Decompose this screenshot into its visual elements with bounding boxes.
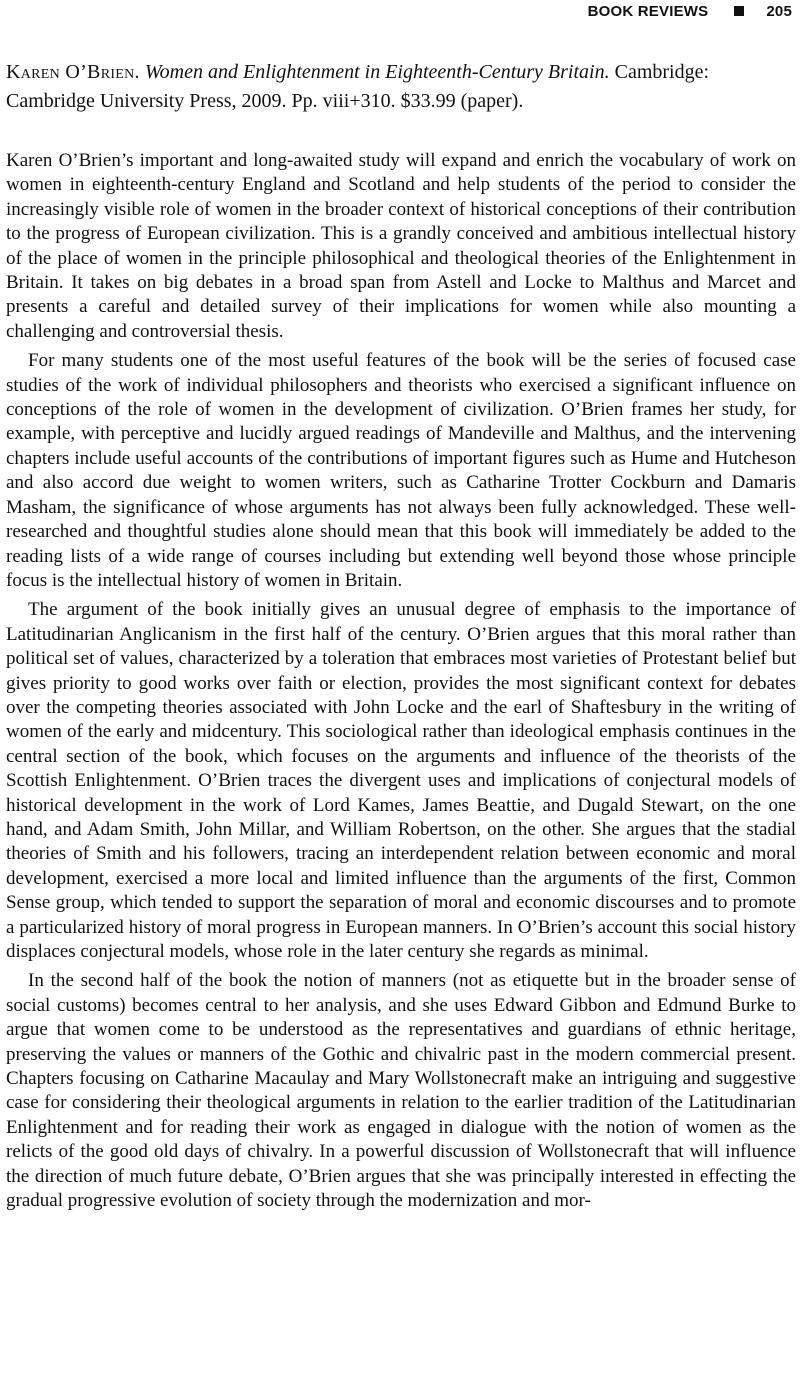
paragraph-1: Karen O’Brien’s important and long-awaited study will expand and enrich the vocabulary of work on women in eighteenth-century England and Scotland and help students of the period to consider the increasingly visible role of women in the broader context of historical conceptions of their contribution to the progress of European civilization. This is a grandly conceived and ambitious intellectual history of the place of women in the principle philosophical and theological theories of the Enlightenment in Britain. It takes on big debates in a broad span from Astell and Locke to Malthus and Marcet and presents a careful and detailed survey of their implications for women while also mounting a challenging and controversial thesis. <box>6 150 796 342</box>
book-citation <box>6 58 796 116</box>
page-number: 205 <box>766 2 792 20</box>
review-body <box>6 149 796 1213</box>
paragraph-2: For many students one of the most useful features of the book will be the series of focused case studies of the work of individual philosophers and theorists who exercised a significant influence on conceptions of the role of women in the development of civilization. O’Brien frames her study, for example, with perceptive and lucidly argued readings of Mandeville and Malthus, and the intervening chapters include useful accounts of the contributions of important figures such as Hume and Hutcheson and also accord due weight to women writers, such as Catharine Trotter Cockburn and Damaris Masham, the significance of whose arguments has not always been fully acknowledged. These well-researched and thoughtful studies alone should mean that this book will immediately be added to the reading lists of a wide range of courses including but extending well beyond those whose principle focus is the intellectual history of women in Britain. <box>6 350 796 591</box>
paragraph-4: In the second half of the book the notion of manners (not as etiquette but in the broader sense of social customs) becomes central to her analysis, and she uses Edward Gibbon and Edmund Burke to argue that women come to be understood as the representatives and guardians of ethnic heritage, preserving the values or manners of the Gothic and chivalric past in the modern commercial present. Chapters focusing on Catharine Macaulay and Mary Wollstonecraft make an intriguing and suggestive case for considering their theological arguments in relation to the earlier tradition of the Latitudinarian Enlightenment and for reading their work as engaged in dialogue with the notion of women as the relicts of the good old days of chivalry. In a powerful discussion of Wollstonecraft that will influence the direction of much future debate, O’Brien argues that she was principally interested in effecting the gradual progressive evolution of society through the modernization and mor- <box>6 970 796 1212</box>
paragraph-3: The argument of the book initially gives an unusual degree of emphasis to the importance of Latitudinarian Anglicanism in the first half of the century. O’Brien argues that this moral rather than political set of values, characterized by a toleration that embraces most varieties of Protestant belief but gives priority to good works over faith or election, provides the most significant context for debates over the competing theories associated with John Locke and the earl of Shaftesbury in the writing of women of the early and midcentury. This sociological rather than ideological emphasis continues in the central section of the book, which focuses on the arguments and influence of the theorists of the Scottish Enlightenment. O’Brien traces the divergent uses and implications of conjectural models of historical development in the work of Lord Kames, James Beattie, and Dugald Stewart, on the one hand, and Adam Smith, John Millar, and William Robertson, on the other. She argues that the stadial theories of Smith and his followers, tracing an interdependent relation between economic and moral development, exercised a more local and limited influence than the arguments of the first, Common Sense group, which tended to support the separation of moral and economic discourses and to promote a particularized history of moral progress in European manners. In O’Brien’s account this social history displaces conjectural models, whose role in the later century she regards as minimal. <box>6 599 796 962</box>
running-header <box>588 0 792 22</box>
black-square-icon <box>734 6 744 16</box>
citation-publication: Cambridge: Cambridge University Press, 2009. Pp. viii+310. $33.99 (paper). <box>6 61 710 112</box>
citation-title: Women and Enlightenment in Eighteenth-Century Britain. <box>144 61 610 83</box>
section-title: BOOK REVIEWS <box>587 2 709 20</box>
citation-author: Karen O’Brien. <box>6 61 140 83</box>
